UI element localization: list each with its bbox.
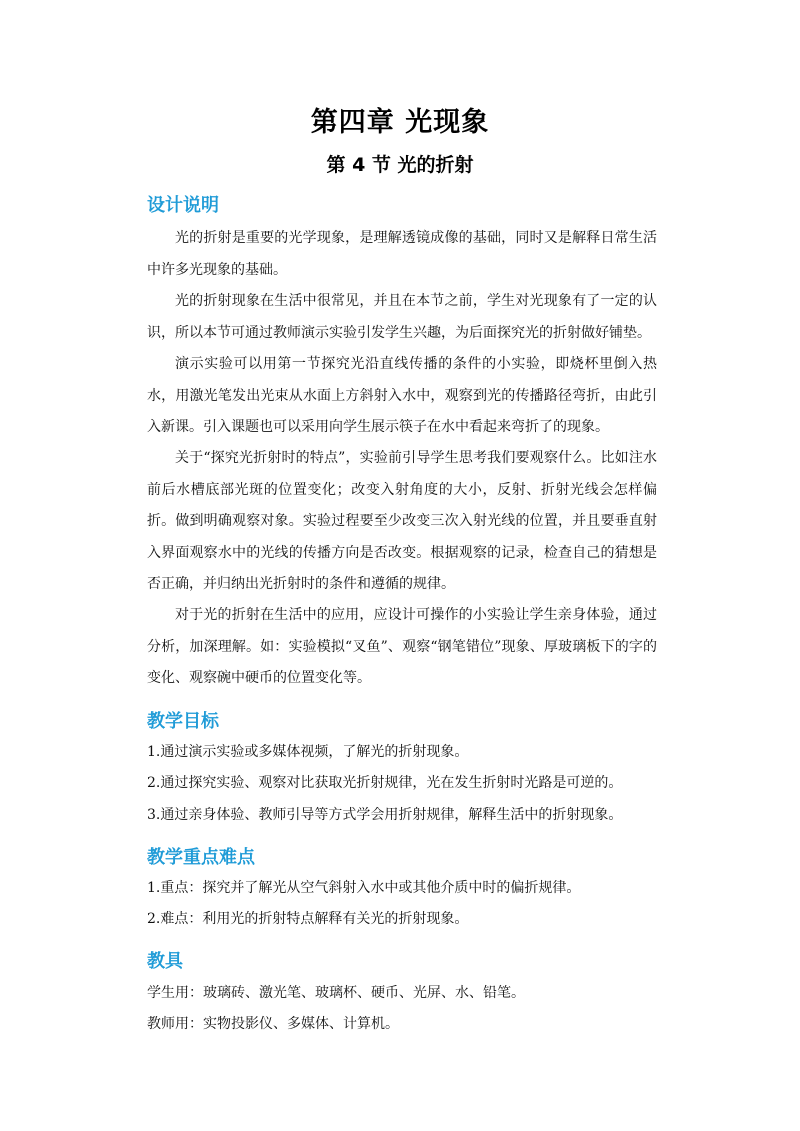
tools-item: 教师用：实物投影仪、多媒体、计算机。 <box>147 1016 399 1032</box>
design-notes-paragraph: 光的折射现象在生活中很常见，并且在本节之前，学生对光现象有了一定的认识，所以本节可通过教师演示实验引发学生兴趣，为后面探究光的折射做好铺垫。 <box>147 293 657 341</box>
objective-item: 2.通过探究实验、观察对比获取光折射规律，光在发生折射时光路是可逆的。 <box>147 775 623 791</box>
objective-item: 1.通过演示实验或多媒体视频，了解光的折射现象。 <box>147 744 469 760</box>
section-title: 第 4 节 光的折射 <box>326 154 474 176</box>
key-point-item: 2.难点：利用光的折射特点解释有关光的折射现象。 <box>147 911 469 927</box>
design-notes-paragraph: 对于光的折射在生活中的应用，应设计可操作的小实验让学生亲身体验，通过分析，加深理解。如：实验模拟“叉鱼”、观察“钢笔错位”现象、厚玻璃板下的字的变化、观察碗中硬币的位置变化等。 <box>147 607 657 686</box>
tools-heading: 教具 <box>147 951 183 972</box>
tools-item: 学生用：玻璃砖、激光笔、玻璃杯、硬币、光屏、水、铅笔。 <box>147 985 525 1001</box>
chapter-title: 第四章 光现象 <box>310 107 490 138</box>
key-point-item: 1.重点：探究并了解光从空气斜射入水中或其他介质中时的偏折规律。 <box>147 880 581 896</box>
objectives-heading: 教学目标 <box>147 711 219 732</box>
design-notes-paragraph: 演示实验可以用第一节探究光沿直线传播的条件的小实验，即烧杯里倒入热水，用激光笔发出光束从水面上方斜射入水中，观察到光的传播路径弯折，由此引入新课。引入课题也可以采用向学生展示筷子在水中看起来弯折了的现象。 <box>147 356 657 435</box>
design-notes-paragraph: 光的折射是重要的光学现象，是理解透镜成像的基础，同时又是解释日常生活中许多光现象的基础。 <box>147 230 657 278</box>
design-notes-paragraph: 关于“探究光折射时的特点”，实验前引导学生思考我们要观察什么。比如注水前后水槽底部光斑的位置变化；改变入射角度的大小，反射、折射光线会怎样偏折。做到明确观察对象。实验过程要至少改变三次入射光线的位置，并且要垂直射入界面观察水中的光线的传播方向是否改变。根据观察的记录，检查自己的猜想是否正确，并归纳出光折射时的条件和遵循的规律。 <box>147 450 657 592</box>
objective-item: 3.通过亲身体验、教师引导等方式学会用折射规律，解释生活中的折射现象。 <box>147 807 623 823</box>
design-notes-heading: 设计说明 <box>147 195 219 216</box>
key-points-heading: 教学重点难点 <box>147 847 255 868</box>
